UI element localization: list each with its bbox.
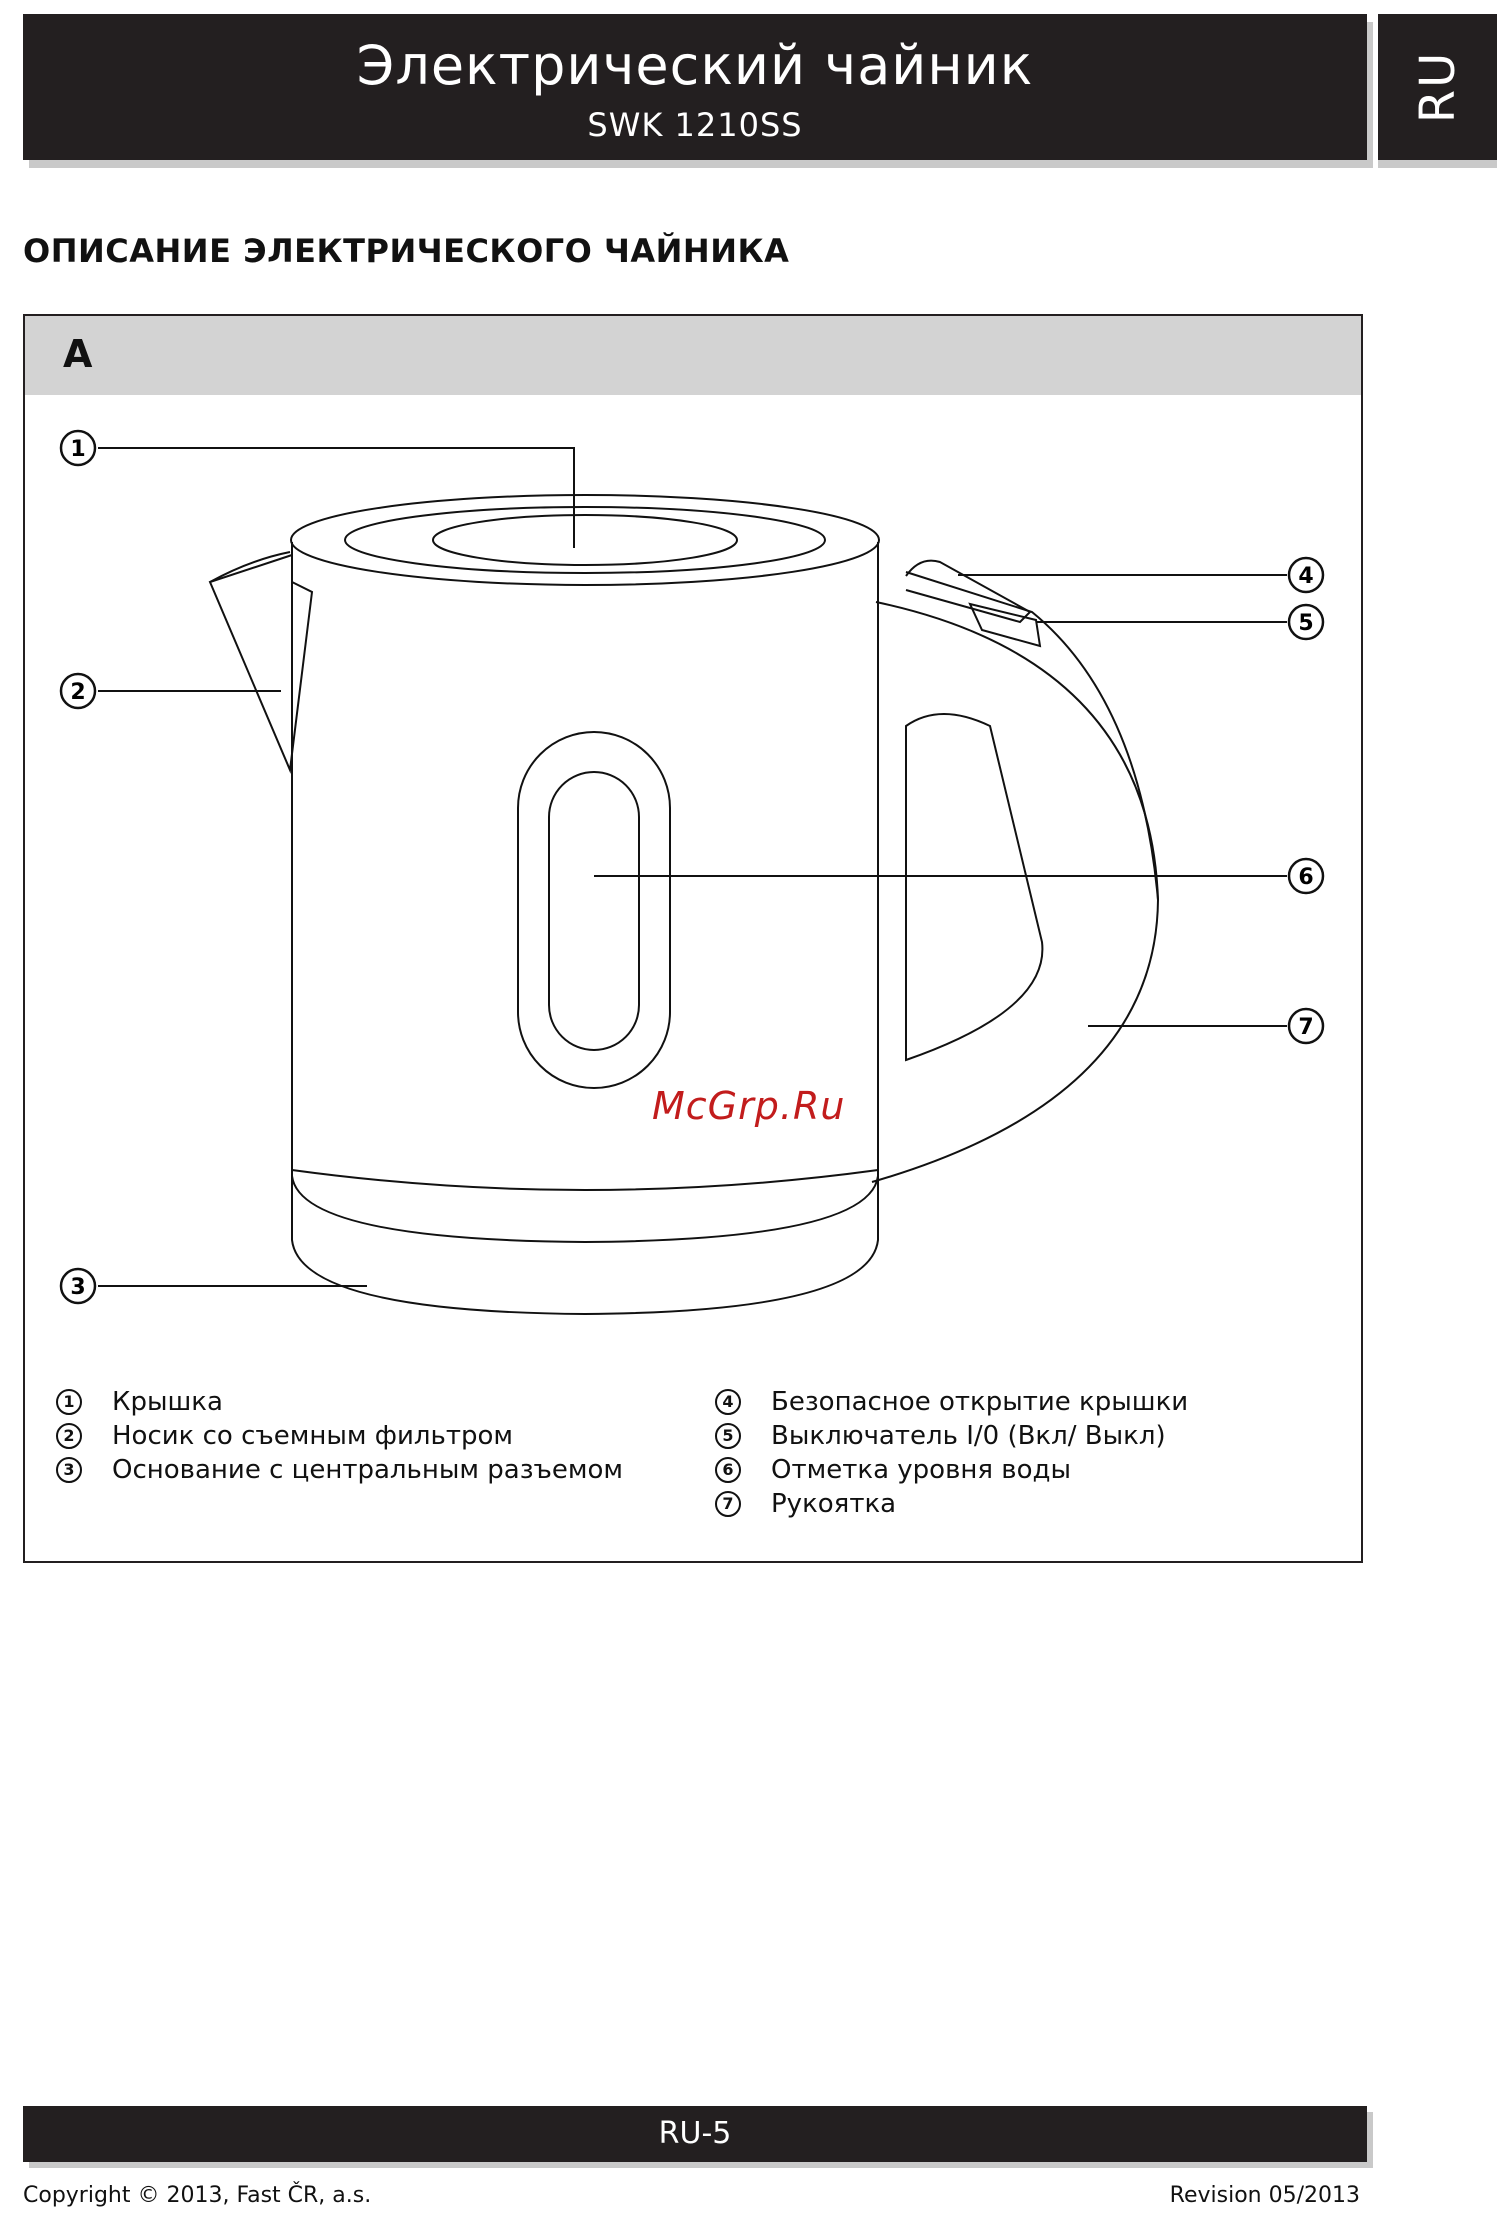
legend-text: Рукоятка bbox=[771, 1489, 897, 1519]
legend-number: 3 bbox=[56, 1457, 82, 1483]
callout-6 bbox=[1289, 859, 1323, 893]
callout-7-number: 7 bbox=[1298, 1015, 1314, 1040]
kettle-base-ring bbox=[292, 1176, 878, 1242]
callout-2-number: 2 bbox=[70, 680, 86, 705]
callout-1-number: 1 bbox=[70, 437, 86, 462]
legend-text: Безопасное открытие крышки bbox=[771, 1387, 1189, 1417]
legend-number: 2 bbox=[56, 1423, 82, 1449]
legend-text: Отметка уровня воды bbox=[771, 1455, 1072, 1485]
water-window-inner bbox=[549, 772, 639, 1050]
callout-3-number: 3 bbox=[70, 1275, 86, 1300]
footer-bar bbox=[23, 2106, 1367, 2162]
revision-text: Revision 05/2013 bbox=[1169, 2183, 1360, 2208]
legend-number: 6 bbox=[715, 1457, 741, 1483]
water-window-outer bbox=[518, 732, 670, 1088]
lid-outer-rim bbox=[291, 495, 879, 585]
page-number: RU-5 bbox=[658, 2116, 732, 2151]
watermark: McGrp.Ru bbox=[652, 1084, 846, 1128]
legend-number: 4 bbox=[715, 1389, 741, 1415]
language-code: RU bbox=[1409, 50, 1466, 124]
callout-1 bbox=[61, 431, 95, 465]
kettle-spout bbox=[210, 555, 312, 770]
kettle-handle bbox=[872, 602, 1158, 1182]
handle-cutout bbox=[906, 714, 1042, 1060]
legend-number: 1 bbox=[56, 1389, 82, 1415]
lid-ring bbox=[345, 507, 825, 573]
figure-label: A bbox=[63, 332, 93, 376]
model-number: SWK 1210SS bbox=[587, 106, 803, 144]
callout-4 bbox=[1289, 558, 1323, 592]
callout-5 bbox=[1289, 605, 1323, 639]
legend-number: 7 bbox=[715, 1491, 741, 1517]
legend-text: Выключатель I/0 (Вкл/ Выкл) bbox=[771, 1421, 1166, 1451]
callout-4-number: 4 bbox=[1298, 564, 1314, 589]
callout-3 bbox=[61, 1269, 95, 1303]
callout-2 bbox=[61, 674, 95, 708]
callout-7 bbox=[1289, 1009, 1323, 1043]
kettle-body bbox=[292, 542, 878, 1314]
copyright-text: Copyright © 2013, Fast ČR, a.s. bbox=[23, 2183, 372, 2208]
legend-number: 5 bbox=[715, 1423, 741, 1449]
lid-center bbox=[433, 515, 737, 565]
document-title: Электрический чайник bbox=[356, 34, 1034, 97]
section-heading: ОПИСАНИЕ ЭЛЕКТРИЧЕСКОГО ЧАЙНИКА bbox=[23, 232, 790, 270]
legend-text: Носик со съемным фильтром bbox=[112, 1421, 514, 1451]
legend-text: Крышка bbox=[112, 1387, 223, 1417]
legend-text: Основание с центральным разъемом bbox=[112, 1455, 624, 1485]
callout-5-number: 5 bbox=[1298, 611, 1314, 636]
kettle-base-top bbox=[292, 1170, 878, 1190]
callout-6-number: 6 bbox=[1298, 865, 1314, 890]
